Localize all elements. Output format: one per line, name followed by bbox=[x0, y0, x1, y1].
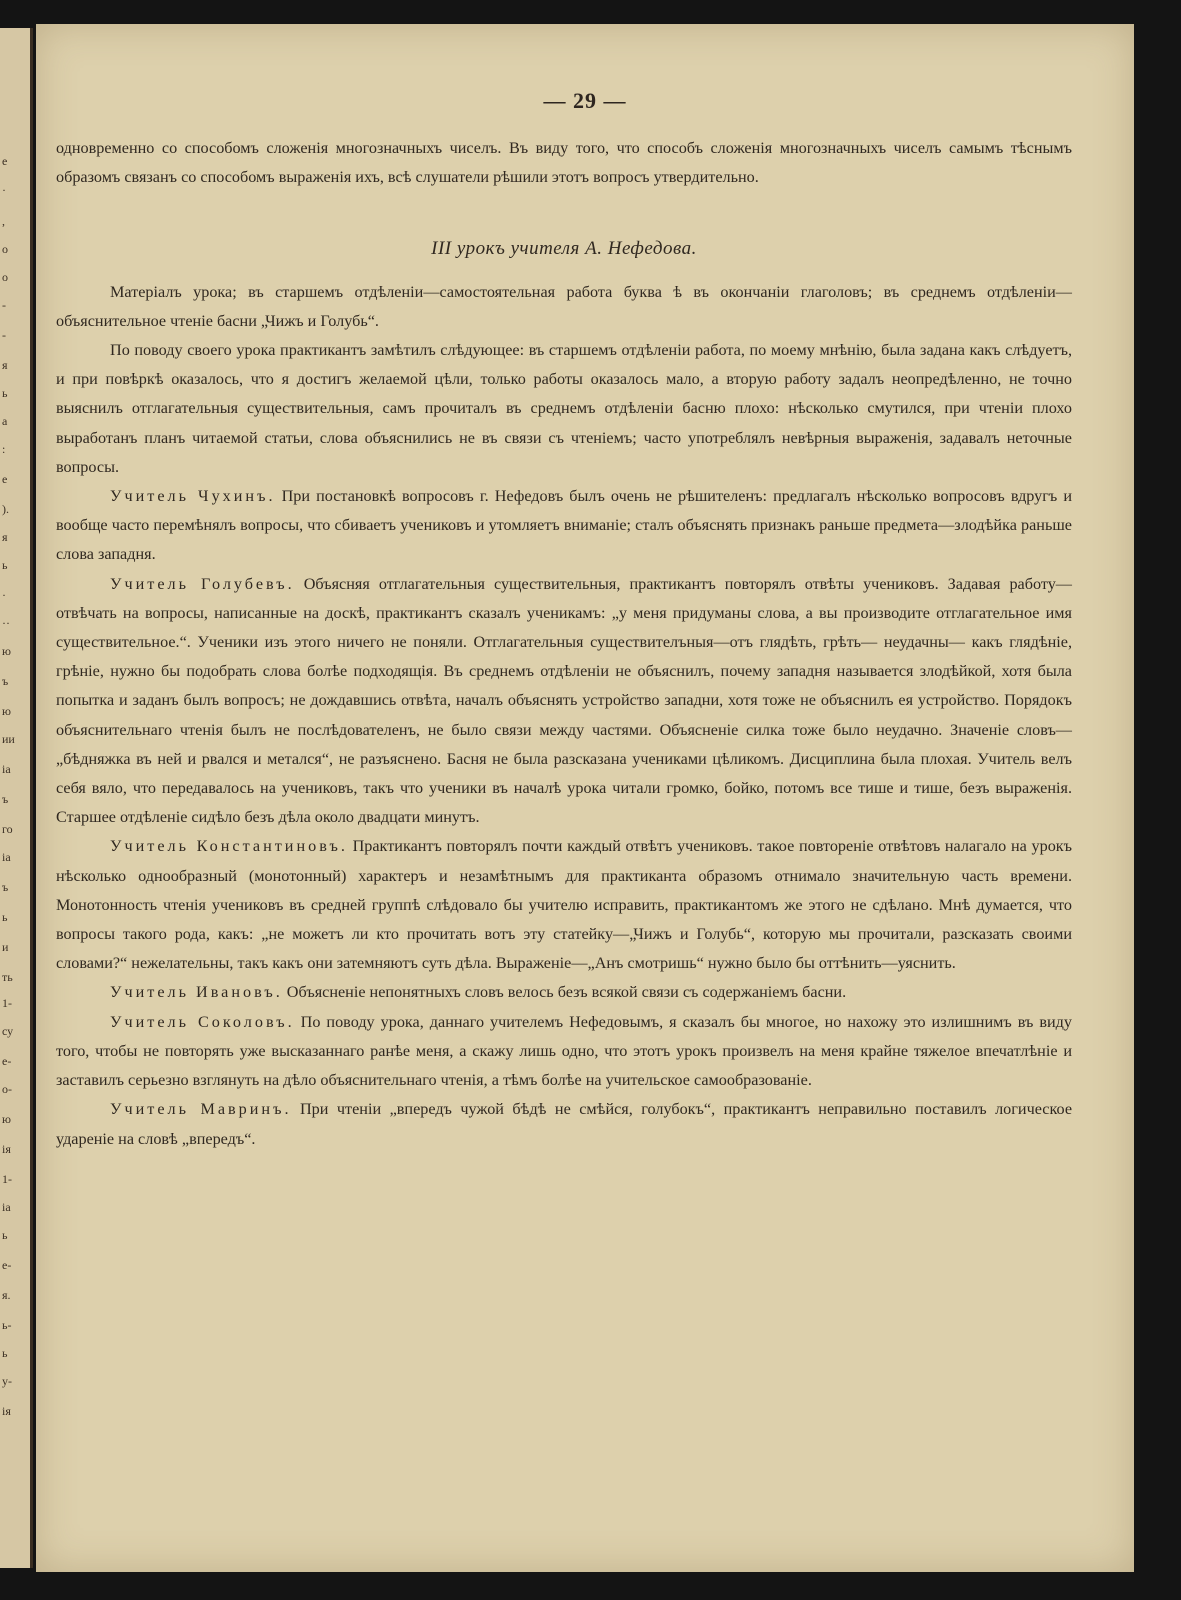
adjacent-page-fragment: е- bbox=[2, 1054, 12, 1068]
adjacent-page-fragment: ь bbox=[2, 1346, 8, 1360]
adjacent-page-fragment: ). bbox=[2, 502, 9, 516]
adjacent-page-fragment: іа bbox=[2, 762, 11, 776]
adjacent-page-fragment: ть bbox=[2, 970, 13, 984]
adjacent-page-fragment: су bbox=[2, 1024, 14, 1038]
adjacent-page-fragment: іа bbox=[2, 1200, 11, 1214]
adjacent-page-fragment: о bbox=[2, 270, 8, 284]
adjacent-page-fragment: ь bbox=[2, 558, 8, 572]
adjacent-page-fragment: я bbox=[2, 530, 8, 544]
adjacent-page-fragment: ь bbox=[2, 910, 8, 924]
section-heading: III урокъ учителя А. Нефедова. bbox=[431, 238, 697, 260]
adjacent-page-fragment: ія bbox=[2, 1142, 11, 1156]
adjacent-page-fragment: ь bbox=[2, 386, 8, 400]
paragraph bbox=[56, 482, 1072, 570]
speaker-name: Учитель Чухинъ. bbox=[110, 487, 276, 506]
speaker-name: Учитель Мавринъ. bbox=[110, 1100, 292, 1119]
paragraph bbox=[56, 978, 1072, 1007]
page-number: — 29 — bbox=[543, 88, 627, 113]
adjacent-page-fragment: я bbox=[2, 358, 8, 372]
book-page bbox=[36, 24, 1134, 1572]
paragraph-text: Объясненіе непонятныхъ словъ велось безъ всякой связи съ содержаніемъ басни. bbox=[286, 983, 847, 1002]
adjacent-page-fragment: ъ bbox=[2, 880, 9, 894]
paragraph-text: По поводу урока, даннаго учителемъ Нефедовымъ, я сказалъ бы многое, но нахожу это излишнимъ въ виду того, чтобы не повторять уже высказаннаго ранѣе меня, а скажу лишь одно, что этотъ урокъ произвелъ на меня крайне тяжелое впечатлѣніе и заставилъ серьезно взглянуть на дѣло объяснительнаго чтенія, а тѣмъ болѣе на учительское самообразованіе. bbox=[56, 1012, 1072, 1090]
paragraph-text: Объясняя отглагательныя существительныя, практикантъ повторялъ отвѣты учениковъ. Задавая работу—отвѣчать на вопросы, написанные на доскѣ, практикантъ сказалъ ученикамъ: „у меня придуманы слова, а вы производите отглагательное имя существительное.“. Ученики изъ этого ничего не поняли. Отглагательныя существителъныя—отъ глядѣть, грѣть— неудачны— какъ глядѣніе, грѣніе, нужно бы подобрать слова болѣе подходящія. Въ среднемъ отдѣленіи не объяснилъ, почему западня называется злодѣйкой, хотя была попытка и заданъ былъ вопросъ; не дождавшись отвѣта, началъ объяснять устройство западни, хотя тоже не объяснилъ ея устройство. Порядокъ объяснительнаго чтенія былъ не послѣдователенъ, не было связи между частями. Объясненіе силка тоже было неудачно. Значеніе словъ—„бѣдняжка въ ней и рвался и метался“, не разъяснено. Басня не была разсказана учениками цѣликомъ. Дисциплина была плохая. Учитель велъ себя вяло, что передавалось на учениковъ, такъ что ученики въ началѣ урока читали громко, бойко, потомъ все тише и тише, безъ выраженія. Старшее отдѣленіе сидѣло безъ дѣла около двадцати минутъ. bbox=[56, 574, 1072, 827]
adjacent-page-fragment: у- bbox=[2, 1374, 12, 1388]
intro-paragraph: одновременно со способомъ сложенія многозначныхъ чиселъ. Въ виду того, что способъ сложенія многозначныхъ чиселъ самымъ тѣснымъ образомъ связанъ со способомъ выраженія ихъ, всѣ слушатели рѣшили этотъ вопросъ утвердительно. bbox=[56, 139, 1072, 187]
adjacent-page-fragment: 1- bbox=[2, 1172, 12, 1186]
adjacent-page-fragment: ю bbox=[2, 1112, 11, 1126]
paragraph bbox=[56, 832, 1072, 978]
adjacent-page-fragment: я. bbox=[2, 1288, 11, 1302]
adjacent-page-fragment: е bbox=[2, 154, 8, 168]
paragraph-text: При чтеніи „впередъ чужой бѣдѣ не смѣйся, голубокъ“, практикантъ неправильно поставилъ логическое удареніе на словѣ „впередъ“. bbox=[56, 1100, 1073, 1148]
adjacent-page-fragment: ·· bbox=[2, 616, 10, 630]
adjacent-page-fragment: ія bbox=[2, 1404, 11, 1418]
adjacent-page-fragment: ю bbox=[2, 704, 11, 718]
adjacent-page-fragment: 1- bbox=[2, 996, 12, 1010]
adjacent-page-fragment: ъ bbox=[2, 674, 9, 688]
adjacent-page-fragment: ь- bbox=[2, 1318, 12, 1332]
paragraph-text: Матеріалъ урока; въ старшемъ отдѣленіи—самостоятельная работа буква ѣ въ окончаніи глаголовъ; въ среднемъ отдѣленіи— объяснительное чтеніе басни „Чижъ и Голубь“. bbox=[56, 282, 1072, 330]
paragraph-text: По поводу своего урока практикантъ замѣтилъ слѣдующее: въ старшемъ отдѣленіи работа, по моему мнѣнію, была задана какъ слѣдуетъ, и при повѣркѣ оказалось, что я достигъ желаемой цѣли, только работы оказалось мало, а вторую работу задалъ неопредѣленно, не точно выяснилъ отглагательныя существительныя, самъ прочиталъ въ среднемъ отдѣленіи басню плохо: нѣсколько смутился, при чтеніи плохо выработанъ планъ читаемой статьи, слова объяснились не въ связи съ чтеніемъ; часто употреблялъ невѣрныя выраженія, задавалъ неточные вопросы. bbox=[56, 341, 1072, 476]
paragraph bbox=[56, 278, 1072, 336]
adjacent-page-fragment: ю bbox=[2, 644, 11, 658]
adjacent-page-fragment: ь bbox=[2, 1228, 8, 1242]
paragraph bbox=[56, 1008, 1072, 1096]
adjacent-page-fragment: е bbox=[2, 472, 8, 486]
speaker-name: Учитель Ивановъ. bbox=[110, 983, 283, 1002]
adjacent-page-fragment: о- bbox=[2, 1082, 12, 1096]
adjacent-page-fragment: а bbox=[2, 414, 8, 428]
adjacent-page-fragment: - bbox=[2, 328, 6, 342]
adjacent-page-edge bbox=[0, 28, 33, 1568]
adjacent-page-fragment: : bbox=[2, 442, 6, 456]
adjacent-page-fragment: · bbox=[2, 588, 6, 602]
paragraph-text: При постановкѣ вопросовъ г. Нефедовъ былъ очень не рѣшителенъ: предлагалъ нѣсколько вопросовъ вдругъ и вообще часто перемѣнялъ вопросы, что сбиваетъ учениковъ и утомляетъ вниманіе; сталъ объяснять признакъ раньше предмета—злодѣйка раньше слова западня. bbox=[56, 487, 1073, 564]
paragraph bbox=[56, 336, 1072, 482]
adjacent-page-fragment: и bbox=[2, 940, 9, 954]
speaker-name: Учитель Голубевъ. bbox=[110, 574, 295, 593]
adjacent-page-fragment: , bbox=[2, 214, 5, 228]
adjacent-page-fragment: го bbox=[2, 822, 13, 836]
adjacent-page-fragment: · bbox=[2, 183, 6, 197]
paragraph-text: Практикантъ повторялъ почти каждый отвѣтъ учениковъ. такое повтореніе отвѣтовъ налагало на урокъ нѣсколько однообразный (монотонный) характеръ и незамѣтнымъ для практиканта образомъ отнимало значительную часть времени. Монотонность чтенія учениковъ въ средней группѣ слѣдовало бы учителю исправить, практикантомъ же этого не сдѣлано. Мнѣ думается, что вопросы такого рода, какъ: „не можетъ ли кто прочитать вотъ эту статейку—„Чижъ и Голубь“, которую мы прочитали, разсказать своими словами?“ нежелательны, такъ какъ они затемняютъ суть дѣла. Выраженіе—„Анъ смотришь“ нужно было бы оттѣнить—уяснить. bbox=[56, 837, 1073, 973]
page-body bbox=[56, 134, 1072, 1154]
adjacent-page-fragment: о bbox=[2, 242, 8, 256]
adjacent-page-fragment: е- bbox=[2, 1258, 12, 1272]
paragraph bbox=[56, 570, 1072, 833]
speaker-name: Учитель Константиновъ. bbox=[110, 837, 348, 856]
adjacent-page-fragment: ъ bbox=[2, 792, 9, 806]
speaker-name: Учитель Соколовъ. bbox=[110, 1012, 295, 1031]
paragraph bbox=[56, 1095, 1072, 1153]
adjacent-page-fragment: ии bbox=[2, 732, 15, 746]
adjacent-page-fragment: - bbox=[2, 298, 6, 312]
adjacent-page-fragment: іа bbox=[2, 850, 11, 864]
